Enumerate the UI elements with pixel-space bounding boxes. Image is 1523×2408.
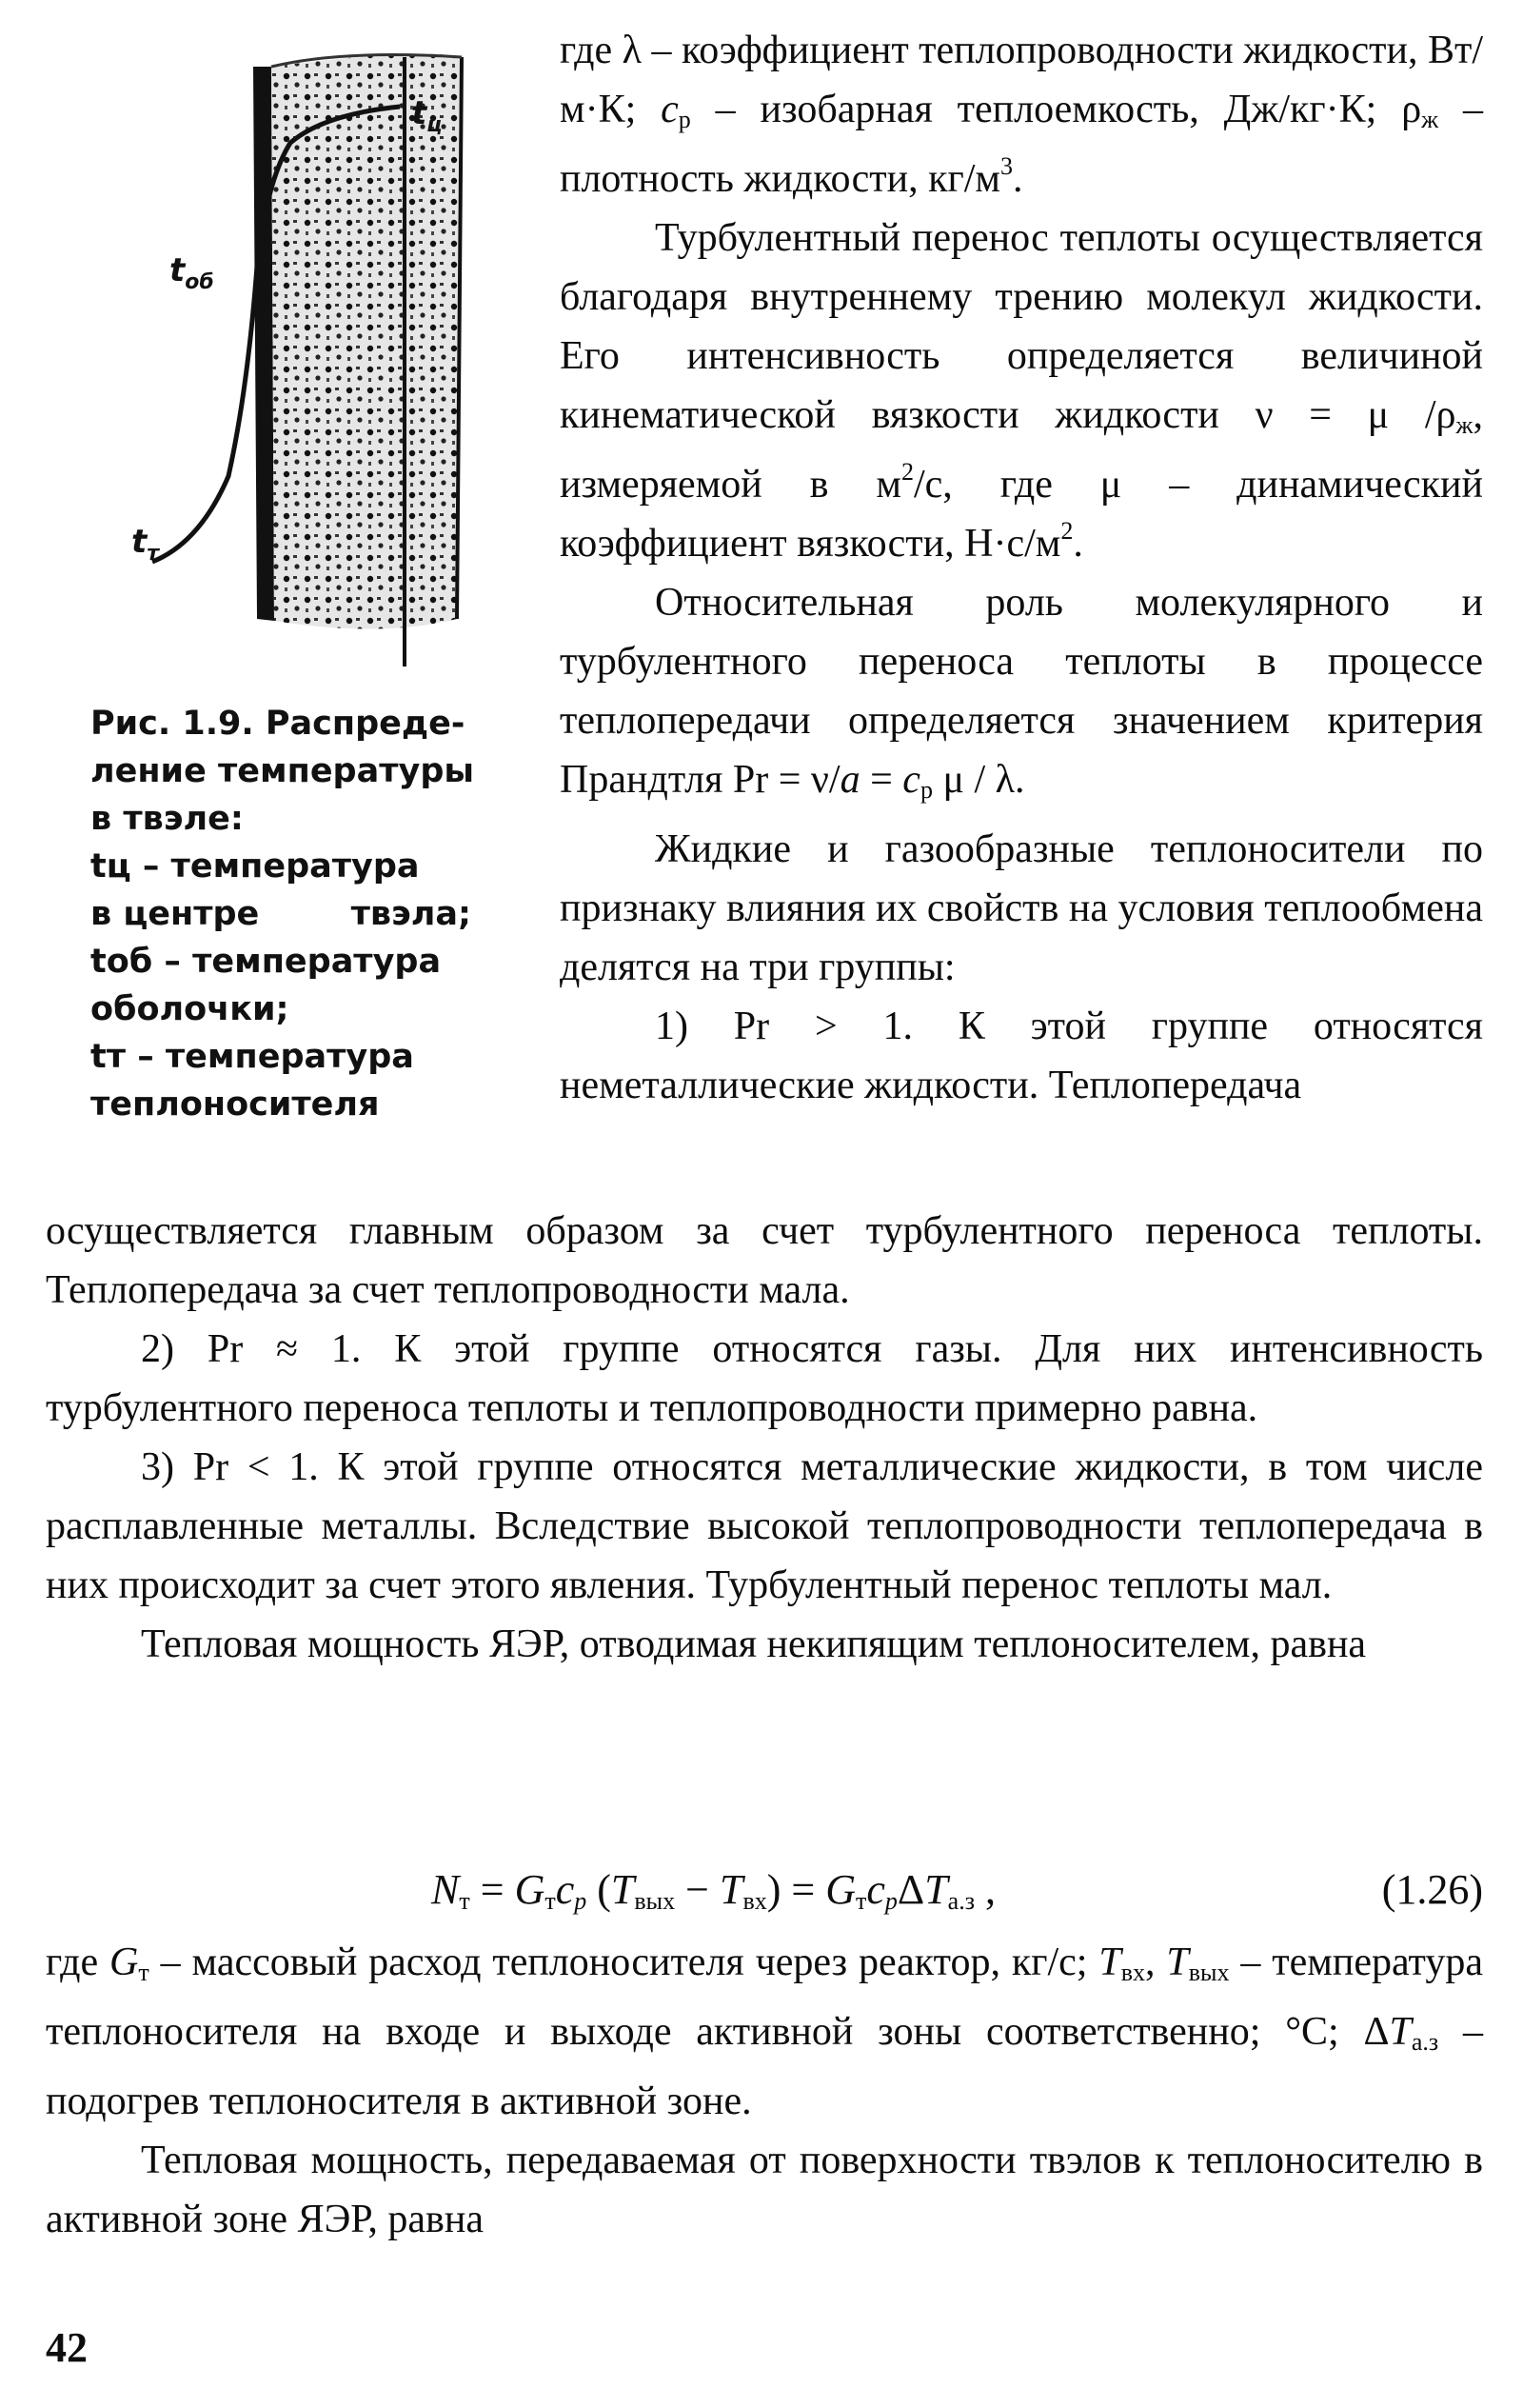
equation-number: (1.26)	[1381, 1866, 1483, 1913]
paragraph-group-1-end: осуществляется главным образом за счет турбулентного переноса теплоты. Теплопередача за счет теплопроводности мала.	[46, 1209, 1483, 1312]
paragraph-surface-heat-power: Тепловая мощность, передаваемая от поверхности твэлов к теплоносителю в активной зоне ЯЭР, равна	[46, 2139, 1483, 2241]
cladding-band	[253, 67, 274, 621]
paragraph-variable-definitions: где $G_т$ – массовый расход теплоносителя через реактор, кг/с; $T_{вх}$, $T_{вых}$ – температура теплоносителя на входе и выходе активной зоны соответственно; °С; $\Delta T_{а.з}$ – подогрев теплоносителя в активной зоне.	[46, 1940, 1483, 2123]
paragraph-prandtl: Относительная роль молекулярного и турбулентного переноса теплоты в процессе теплопередачи определяется значением критерия Прандтля $Pr = \nu/a = c_p$ μ / λ.	[560, 581, 1483, 804]
fuel-body	[271, 54, 462, 629]
label-tob: $t_{об}$	[169, 251, 214, 294]
caption-line: tц – температура	[90, 847, 420, 886]
full-width-text	[46, 1202, 1483, 1674]
caption-line: Рис. 1.9. Распреде-	[90, 705, 465, 743]
caption-line: tоб – температура	[90, 943, 442, 981]
caption-line: ление температуры	[90, 752, 475, 790]
paragraph-group-1-start: 1) Pr > 1. К этой группе относятся неметаллические жидкости. Теплопередача	[560, 1005, 1483, 1107]
label-tt: $t_т$	[131, 523, 160, 566]
caption-line: tт – температура	[90, 1038, 414, 1076]
caption-line: оболочки;	[90, 990, 289, 1028]
figure-caption	[90, 700, 500, 1128]
caption-line: в твэле:	[90, 800, 244, 838]
fuel-element-diagram	[114, 29, 495, 676]
right-column-text	[560, 21, 1483, 1115]
paragraph-coolant-groups: Жидкие и газообразные теплоносители по признаку влияния их свойств на условия теплообмена делятся на три группы:	[560, 827, 1483, 989]
label-tc: $t_ц$	[411, 94, 443, 137]
paragraph-group-3: 3) Pr < 1. К этой группе относятся металлические жидкости, в том числе расплавленные металлы. Вследствие высокой теплопроводности теплопередача в них происходит за счет этого явления. Турбулентный перенос теплоты мал.	[46, 1445, 1483, 1607]
caption-line: в центре твэла;	[90, 895, 471, 933]
caption-line: теплоносителя	[90, 1085, 380, 1124]
paragraph-thermal-power-intro: Тепловая мощность ЯЭР, отводимая некипящим теплоносителем, равна	[141, 1622, 1367, 1666]
paragraph-group-2: 2) Pr ≈ 1. К этой группе относятся газы. Для них интенсивность турбулентного переноса теплоты и теплопроводности примерно равна.	[46, 1327, 1483, 1430]
page-number: 42	[46, 2324, 88, 2371]
figure-fuel-element-temperature	[114, 29, 495, 676]
equation-expression: $N_т = G_тc_p$ $(T_{вых} - T_{вх}) = G_тc_p\Delta T_{а.з}$ ,	[431, 1866, 996, 1915]
paragraph-turbulent-transfer: Турбулентный перенос теплоты осуществляется благодаря внутреннему трению молекул жидкости. Его интенсивность определяется величиной кинематической вязкости жидкости ν = μ $/\rho_ж$, измеряемой в $м^2/с$, где μ – динамический коэффициент вязкости, $Н\cdot с/м^2$.	[560, 216, 1483, 566]
text-after-equation	[46, 1933, 1483, 2249]
paragraph-lambda-definition: где λ – коэффициент теплопроводности жидкости, Вт/м·К; $c_p$ – изобарная теплоемкость, Дж/кг·К; $\rho_ж$ – плотность жидкости, $кг/м^3$.	[560, 29, 1483, 201]
equation-1-26	[46, 1857, 1483, 1923]
